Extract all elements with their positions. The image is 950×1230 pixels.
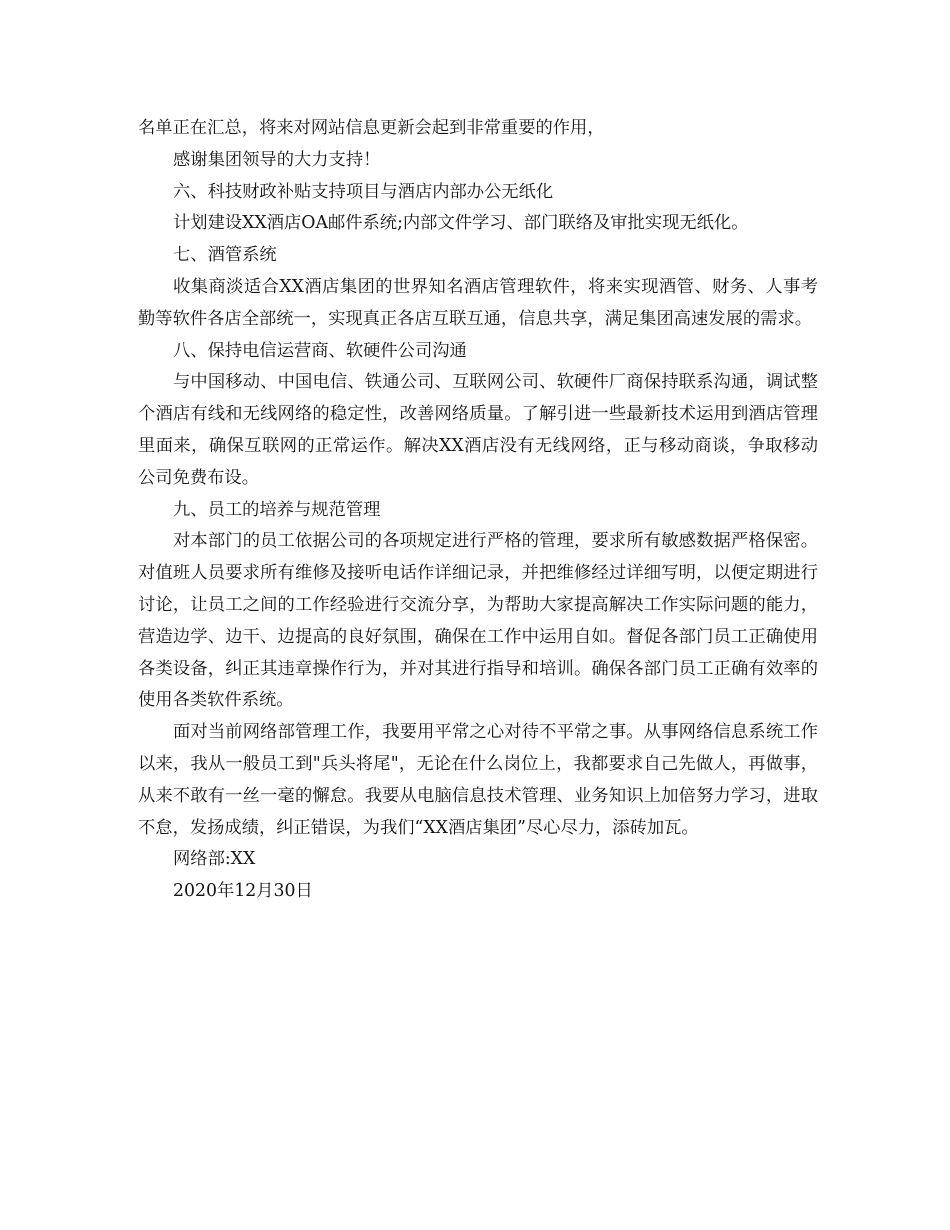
signature-department: 网络部:XX bbox=[173, 849, 256, 870]
document-body bbox=[138, 113, 818, 908]
paragraph-continuation: 名单正在汇总，将来对网站信息更新会起到非常重要的作用， bbox=[138, 118, 605, 138]
section-heading-7: 七、酒管系统 bbox=[173, 245, 277, 266]
paragraph-hotel-system: 收集商淡适合XX酒店集团的世界知名酒店管理软件，将来实现酒管、财务、人事考勤等软件各店全部统一，实现真正各店互联互通，信息共享，满足集团高速发展的需求。 bbox=[138, 276, 818, 329]
paragraph-thanks: 感谢集团领导的大力支持！ bbox=[173, 149, 381, 170]
section-heading-6: 六、科技财政补贴支持项目与酒店内部办公无纸化 bbox=[173, 181, 554, 202]
paragraph-oa-plan: 计划建设XX酒店OA邮件系统;内部文件学习、部门联络及审批实现无纸化。 bbox=[173, 213, 749, 234]
section-heading-9: 九、员工的培养与规范管理 bbox=[173, 499, 381, 520]
paragraph-telecom: 与中国移动、中国电信、铁通公司、互联网公司、软硬件厂商保持联系沟通，调试整个酒店有线和无线网络的稳定性，改善网络质量。了解引进一些最新技术运用到酒店管理里面来，确保互联网的正常运作。解决XX酒店没有无线网络，正与移动商谈，争取移动公司免费布设。 bbox=[138, 372, 818, 488]
section-heading-8: 八、保持电信运营商、软硬件公司沟通 bbox=[173, 340, 467, 361]
paragraph-conclusion: 面对当前网络部管理工作，我要用平常之心对待不平常之事。从事网络信息系统工作以来，我从一般员工到"兵头将尾"，无论在什么岗位上，我都要求自己先做人，再做事，从来不敢有一丝一毫的懈怠。我要从电脑信息技术管理、业务知识上加倍努力学习，进取不怠，发扬成绩，纠正错误，为我们“XX酒店集团”尽心尽力，添砖加瓦。 bbox=[138, 722, 818, 838]
signature-date: 2020年12月30日 bbox=[173, 881, 313, 902]
paragraph-staff-management: 对本部门的员工依据公司的各项规定进行严格的管理，要求所有敏感数据严格保密。对值班人员要求所有维修及接听电话作详细记录，并把维修经过详细写明，以便定期进行讨论，让员工之间的工作经验进行交流分享，为帮助大家提高解决工作实际问题的能力，营造边学、边干、边提高的良好氛围，确保在工作中运用自如。督促各部门员工正确使用各类设备，纠正其违章操作行为，并对其进行指导和培训。确保各部门员工正确有效率的使用各类软件系统。 bbox=[138, 531, 818, 711]
